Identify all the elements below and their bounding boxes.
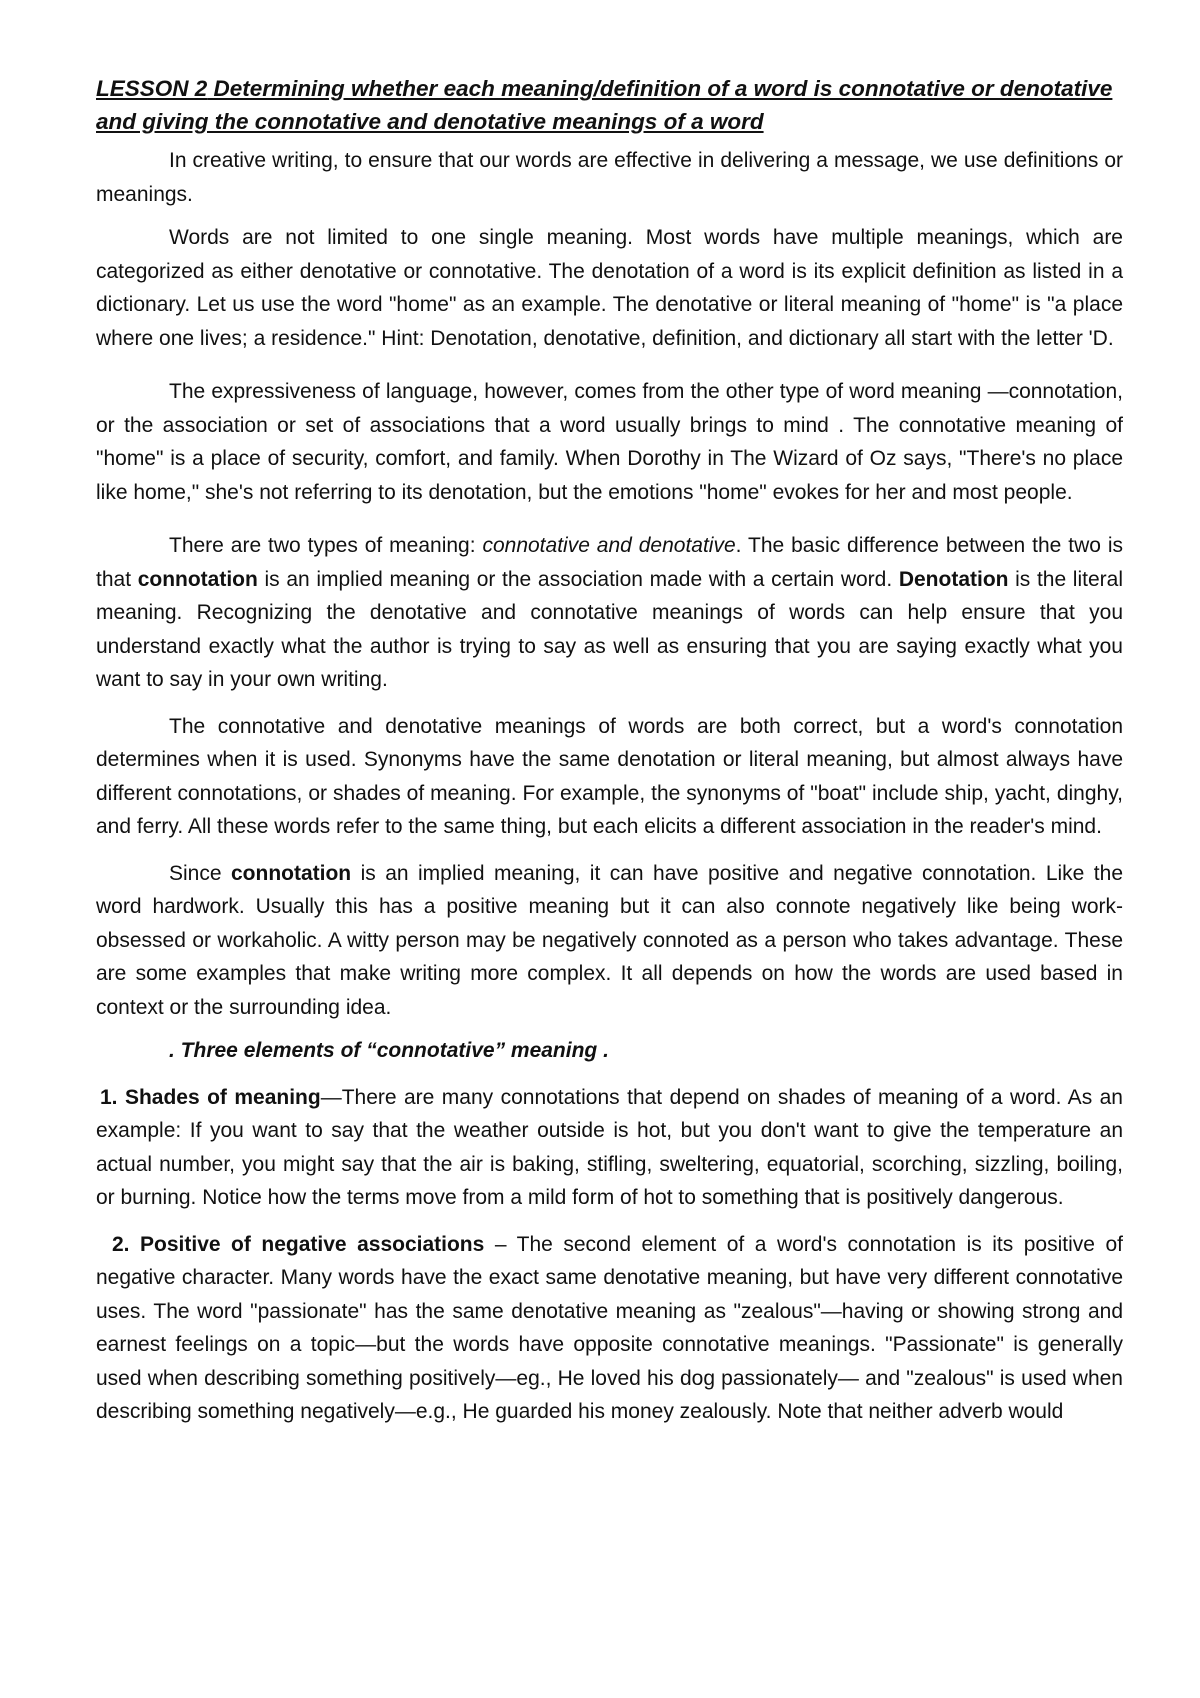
bold-term-connotation: connotation — [137, 567, 258, 591]
list-item-label: 1. Shades of meaning — [100, 1085, 321, 1109]
paragraph-denotation: Words are not limited to one single meaning. Most words have multiple meanings, which are categorized as either denotative or connotative. The denotation of a word is its explicit definition as listed in a dictionary. Let us use the word "home" as an example. The denotative or literal meaning of "home" is "a place where one lives; a residence." Hint: Denotation, denotative, definition, and dictionary all start with the letter 'D. — [96, 226, 1123, 350]
text-segment: is the literal meaning. Recognizing the denotative and connotative meanings of words can help ensure that you understand exactly what the author is trying to say as well as ensuring that you are saying exactly what you want to say in your own writing. — [96, 567, 1123, 691]
list-item-text: —There are many connotations that depend on shades of meaning of a word. As an example: If you want to say that the weather outside is hot, but you don't want to give the temperature an actual number, you might say that the air is baking, stifling, sweltering, equatorial, scorching, sizzling, boiling, or burning. Notice how the terms move from a mild form of hot to something that is positively dangerous. — [96, 1085, 1123, 1209]
lesson-number: LESSON 2 — [96, 76, 208, 101]
paragraph-two-types — [96, 529, 1123, 697]
text-segment: is an implied meaning or the association made with a certain word. — [257, 567, 899, 591]
list-item-associations — [96, 1228, 1123, 1429]
bold-term-connotation: connotation — [230, 861, 352, 885]
paragraph-synonyms: The connotative and denotative meanings of words are both correct, but a word's connotation determines when it is used. Synonyms have the same denotation or literal meaning, but almost always have different connotations, or shades of meaning. For example, the synonyms of "boat" include ship, yacht, dinghy, and ferry. All these words refer to the same thing, but each elicits a different association in the reader's mind. — [96, 714, 1123, 838]
text-segment: . The basic difference between the two is that — [96, 534, 1123, 591]
paragraph-intro: In creative writing, to ensure that our words are effective in delivering a message, we use definitions or meanings. — [96, 149, 1123, 206]
italic-term: connotative and denotative — [482, 534, 736, 557]
text-segment: is an implied meaning, it can have positive and negative connotation. Like the word hardwork. Usually this has a positive meaning but it can also connote negatively like being work-obsessed or workaholic. A witty person may be negatively connoted as a person who takes advantage. These are some examples that make writing more complex. It all depends on how the words are used based in context or the surrounding idea. — [96, 861, 1123, 1019]
document-body — [96, 72, 1123, 1429]
list-item-shades — [96, 1081, 1123, 1215]
list-item-label: 2. Positive of negative associations — [112, 1232, 485, 1256]
bold-term-denotation: Denotation — [898, 567, 1009, 591]
lesson-title — [96, 72, 1123, 138]
paragraph-connotation: The expressiveness of language, however, comes from the other type of word meaning —connotation, or the association or set of associations that a word usually brings to mind . The connotative meaning of "home" is a place of security, comfort, and family. When Dorothy in The Wizard of Oz says, "There's no place like home," she's not referring to its denotation, but the emotions "home" evokes for her and most people. — [96, 380, 1123, 504]
text-segment: Since — [169, 861, 231, 885]
paragraph-implied-meaning — [96, 857, 1123, 1025]
list-item-text: – The second element of a word's connotation is its positive of negative character. Many words have the exact same denotative meaning, but have very different connotative uses. The word "passionate" has the same denotative meaning as "zealous"—having or showing strong and earnest feelings on a topic—but the words have opposite connotative meanings. "Passionate" is generally used when describing something positively—eg., He loved his dog passionately— and "zealous" is used when describing something negatively—e.g., He guarded his money zealously. Note that neither adverb would — [96, 1232, 1123, 1423]
section-heading: . Three elements of “connotative” meaning . — [169, 1039, 609, 1062]
text-segment: There are two types of meaning: — [169, 534, 483, 557]
lesson-title-text: Determining whether each meaning/definition of a word is connotative or denotative and giving the connotative and denotative meanings of a word — [96, 76, 1113, 134]
